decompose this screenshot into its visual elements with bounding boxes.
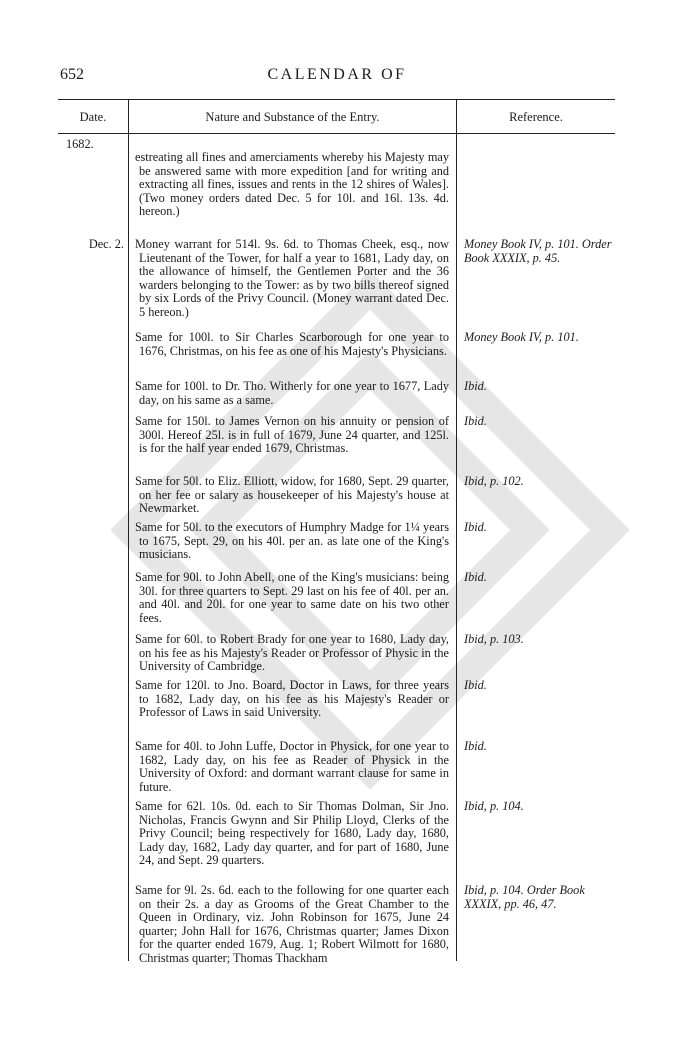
entry-text: Same for 150l. to James Vernon on his annuity or pension of 300l. Hereof 25l. is in full of 1679, June 24 quarter, and 125l. is for the half year ended 1679, Christmas. (135, 414, 449, 455)
entry-text: Same for 40l. to John Luffe, Doctor in Physick, for one year to 1682, Lady day, on his fee as Reader of Physick in the University of Oxford: and dormant warrant clause for same in future. (135, 739, 449, 794)
entry-text: Same for 9l. 2s. 6d. each to the following for one quarter each on their 2s. a day as Grooms of the Great Chamber to the Queen in Ordinary, viz. John Robinson for 1675, June 24 quarter; John Hall for 1676, Christmas quarter; James Dixon for the quarter ended 1679, Aug. 1; Robert Wilmott for 1680, Christmas quarter; Thomas Thackham (135, 883, 449, 965)
entry-reference: Ibid, p. 104. (464, 799, 524, 813)
entry-text: Same for 50l. to Eliz. Elliott, widow, for 1680, Sept. 29 quarter, on her fee or salary as housekeeper of his Majesty's house at Newmarket. (135, 474, 449, 515)
column-rule-right (456, 99, 457, 961)
entry-text: Same for 100l. to Dr. Tho. Witherly for one year to 1677, Lady day, on his same as a same. (135, 379, 449, 407)
table-top-rule (58, 99, 615, 100)
col-header-date: Date. (79, 110, 107, 124)
entry-text: estreating all fines and amerciaments whereby his Majesty may be answered same with more expedition [and for writing and extracting all fines, issues and rents in the 12 shires of Wales]. (Two money orders dated Dec. 5 for 10l. and 16l. 13s. 4d. hereon.) (135, 150, 449, 218)
entry-text: Same for 100l. to Sir Charles Scarborough for one year to 1676, Christmas, on his fee as one of his Majesty's Physicians. (135, 330, 449, 358)
entry-reference: Ibid. (464, 414, 487, 428)
table-header-rule (58, 133, 615, 134)
entry-text: Same for 90l. to John Abell, one of the King's musicians: being 30l. for three quarters to Sept. 29 last on his fee of 40l. per an. and 40l. and 20l. for one year to same date on his two other fees. (135, 570, 449, 625)
entry-reference: Ibid. (464, 570, 487, 584)
entry-text: Same for 120l. to Jno. Board, Doctor in Laws, for three years to 1682, Lady day, on his fee as his Majesty's Reader or Professor of Laws in said University. (135, 678, 449, 719)
entry-reference: Ibid. (464, 739, 487, 753)
year-label: 1682. (66, 137, 94, 151)
entry-reference: Ibid. (464, 379, 487, 393)
entry-reference: Ibid, p. 103. (464, 632, 524, 646)
entry-reference: Ibid, p. 104. Order Book XXXIX, pp. 46, 47. (464, 883, 585, 911)
running-header (0, 66, 674, 90)
entry-reference: Ibid. (464, 520, 487, 534)
column-rule-left (128, 99, 129, 961)
entry-date: Dec. 2. (88, 237, 124, 251)
entry-reference: Ibid, p. 102. (464, 474, 524, 488)
page-number: 652 (60, 66, 84, 83)
col-header-nature: Nature and Substance of the Entry. (205, 110, 380, 124)
entry-text: Money warrant for 514l. 9s. 6d. to Thomas Cheek, esq., now Lieutenant of the Tower, for half a year to 1681, Lady day, on the allowance of himself, the Gentlemen Porter and the 36 warders belonging to the Tower: as by two bills thereof signed by six Lords of the Privy Council. (Money warrant dated Dec. 5 hereon.) (135, 237, 449, 319)
col-header-reference: Reference. (509, 110, 563, 124)
entry-text: Same for 60l. to Robert Brady for one year to 1680, Lady day, on his fee as his Majesty's Reader or Professor of Physic in the University of Cambridge. (135, 632, 449, 673)
running-title: CALENDAR OF (267, 66, 407, 83)
entry-text: Same for 62l. 10s. 0d. each to Sir Thomas Dolman, Sir Jno. Nicholas, Francis Gwynn and Sir Philip Lloyd, Clerks of the Privy Council; being respectively for 1680, Lady day, 1680, Lady day, 1682, Lady day quarter, and for part of 1680, June 24, and Sept. 29 quarters. (135, 799, 449, 867)
entry-reference: Money Book IV, p. 101. Order Book XXXIX, p. 45. (464, 237, 612, 265)
entry-reference: Money Book IV, p. 101. (464, 330, 579, 344)
entry-text: Same for 50l. to the executors of Humphry Madge for 1¼ years to 1675, Sept. 29, on his 40l. per an. as late one of the King's musicians. (135, 520, 449, 561)
entry-reference: Ibid. (464, 678, 487, 692)
